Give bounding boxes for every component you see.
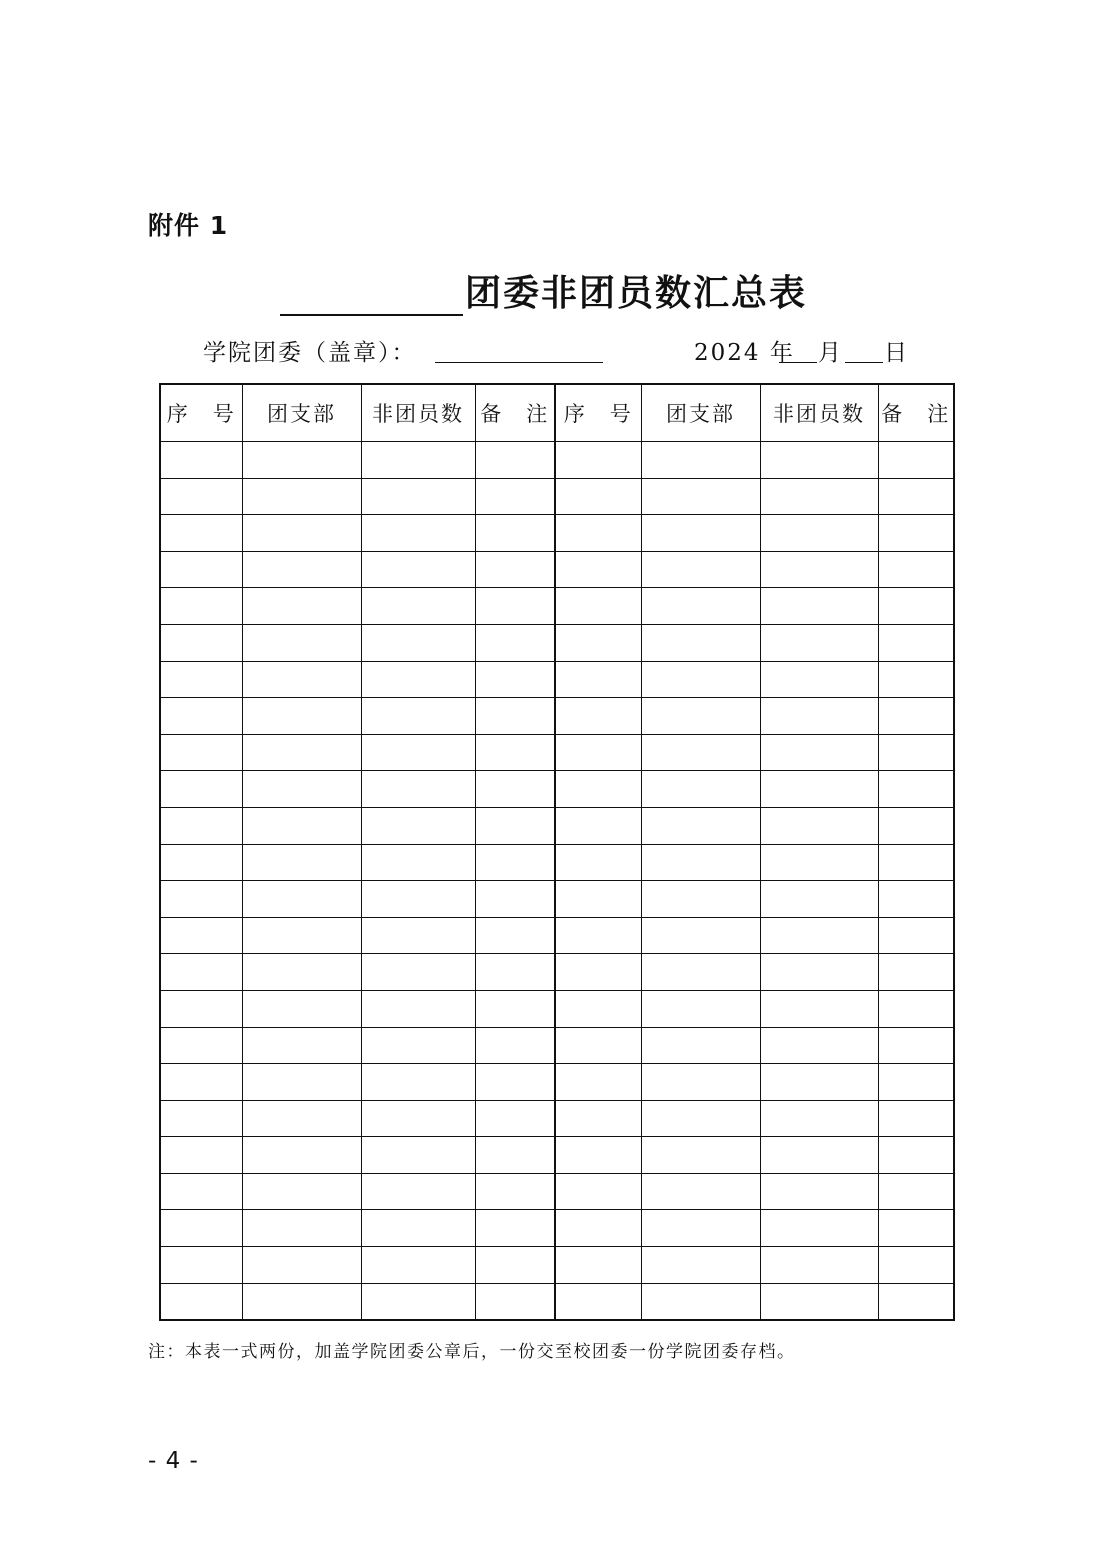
table-cell <box>160 1100 242 1137</box>
table-row <box>160 515 954 552</box>
table-cell <box>641 661 760 698</box>
table-row <box>160 881 954 918</box>
table-cell <box>160 917 242 954</box>
table-cell <box>475 881 555 918</box>
table-cell <box>555 661 641 698</box>
table-cell <box>760 1064 878 1101</box>
table-cell <box>555 515 641 552</box>
date-year: 2024 年 <box>694 340 795 366</box>
table-cell <box>242 734 361 771</box>
table-cell <box>760 844 878 881</box>
table-cell <box>160 807 242 844</box>
table-cell <box>878 1210 954 1247</box>
table-cell <box>641 478 760 515</box>
table-cell <box>160 1173 242 1210</box>
table-cell <box>361 442 475 479</box>
table-cell <box>361 844 475 881</box>
table-cell <box>160 698 242 735</box>
table-cell <box>878 478 954 515</box>
table-cell <box>160 1027 242 1064</box>
table-cell <box>555 698 641 735</box>
table-cell <box>242 588 361 625</box>
table-cell <box>555 551 641 588</box>
table-cell <box>475 624 555 661</box>
table-cell <box>361 1100 475 1137</box>
table-cell <box>242 624 361 661</box>
table-cell <box>242 478 361 515</box>
table-cell <box>361 515 475 552</box>
table-cell <box>641 588 760 625</box>
table-row <box>160 1173 954 1210</box>
table-cell <box>160 771 242 808</box>
table-cell <box>242 844 361 881</box>
table-cell <box>878 1027 954 1064</box>
table-cell <box>160 1283 242 1320</box>
page-title: 团委非团员数汇总表 <box>465 273 808 314</box>
table-cell <box>242 551 361 588</box>
table-cell <box>242 442 361 479</box>
table-cell <box>160 442 242 479</box>
table-cell <box>760 1283 878 1320</box>
table-cell <box>878 1100 954 1137</box>
table-row <box>160 807 954 844</box>
table-cell <box>242 1137 361 1174</box>
header-count-right: 非团员数 <box>760 384 878 442</box>
table-cell <box>555 844 641 881</box>
table-cell <box>242 917 361 954</box>
table-cell <box>641 1210 760 1247</box>
table-cell <box>361 990 475 1027</box>
table-cell <box>878 917 954 954</box>
table-cell <box>160 515 242 552</box>
table-cell <box>475 661 555 698</box>
table-cell <box>641 1064 760 1101</box>
table-cell <box>475 698 555 735</box>
table-cell <box>242 515 361 552</box>
table-cell <box>475 1137 555 1174</box>
table-cell <box>361 1247 475 1284</box>
table-cell <box>361 771 475 808</box>
table-cell <box>475 515 555 552</box>
table-cell <box>242 661 361 698</box>
title-blank-line <box>280 274 463 316</box>
table-cell <box>160 588 242 625</box>
table-cell <box>361 478 475 515</box>
table-cell <box>878 1247 954 1284</box>
table-cell <box>878 515 954 552</box>
table-cell <box>475 1173 555 1210</box>
table-cell <box>641 1137 760 1174</box>
header-seq-right: 序 号 <box>555 384 641 442</box>
table-cell <box>760 1027 878 1064</box>
table-cell <box>760 1173 878 1210</box>
table-cell <box>555 442 641 479</box>
table-cell <box>760 478 878 515</box>
table-cell <box>160 624 242 661</box>
table-header-row <box>160 384 954 442</box>
table-cell <box>242 771 361 808</box>
table-cell <box>641 1173 760 1210</box>
table-cell <box>878 990 954 1027</box>
table-cell <box>878 1137 954 1174</box>
table-cell <box>878 954 954 991</box>
table-cell <box>760 881 878 918</box>
table-cell <box>361 1137 475 1174</box>
table-cell <box>361 1173 475 1210</box>
table-cell <box>242 1210 361 1247</box>
table-row <box>160 1064 954 1101</box>
table-cell <box>641 954 760 991</box>
table-cell <box>641 881 760 918</box>
table-cell <box>475 771 555 808</box>
table-row <box>160 1283 954 1320</box>
table-cell <box>160 1137 242 1174</box>
table-cell <box>475 1100 555 1137</box>
table-cell <box>242 881 361 918</box>
table-cell <box>475 954 555 991</box>
table-cell <box>878 734 954 771</box>
table-cell <box>760 1210 878 1247</box>
table-cell <box>475 734 555 771</box>
table-cell <box>878 844 954 881</box>
table-cell <box>242 1064 361 1101</box>
college-seal-blank <box>435 334 603 363</box>
table-cell <box>475 1210 555 1247</box>
table-cell <box>475 1064 555 1101</box>
table-row <box>160 442 954 479</box>
table-cell <box>760 551 878 588</box>
table-cell <box>242 954 361 991</box>
header-remark-left: 备 注 <box>475 384 555 442</box>
table-cell <box>760 990 878 1027</box>
table-cell <box>878 442 954 479</box>
table-cell <box>555 1210 641 1247</box>
table-row <box>160 588 954 625</box>
table-cell <box>361 1027 475 1064</box>
meta-row <box>0 332 1102 368</box>
table-cell <box>555 1100 641 1137</box>
table-cell <box>760 1100 878 1137</box>
table-cell <box>760 807 878 844</box>
table-row <box>160 844 954 881</box>
table-cell <box>555 1173 641 1210</box>
table-cell <box>641 551 760 588</box>
table-cell <box>361 734 475 771</box>
table-cell <box>760 1137 878 1174</box>
table-cell <box>760 1247 878 1284</box>
date-day-blank <box>845 334 883 363</box>
table-cell <box>878 1064 954 1101</box>
title-row <box>280 264 807 316</box>
attachment-label: 附件 1 <box>148 211 229 240</box>
table-cell <box>641 990 760 1027</box>
table-cell <box>361 588 475 625</box>
table-cell <box>555 990 641 1027</box>
table-row <box>160 771 954 808</box>
table-cell <box>641 771 760 808</box>
table-row <box>160 698 954 735</box>
table-cell <box>641 917 760 954</box>
table-row <box>160 990 954 1027</box>
table-cell <box>242 990 361 1027</box>
table-row <box>160 1247 954 1284</box>
summary-table <box>159 383 955 1321</box>
table-cell <box>555 1027 641 1064</box>
table-cell <box>641 734 760 771</box>
table-cell <box>475 1027 555 1064</box>
table-cell <box>760 624 878 661</box>
table-cell <box>878 661 954 698</box>
header-branch-left: 团支部 <box>242 384 361 442</box>
table-body <box>160 442 954 1321</box>
table-cell <box>641 1027 760 1064</box>
table-cell <box>555 1283 641 1320</box>
table-cell <box>878 807 954 844</box>
table-cell <box>361 1210 475 1247</box>
table-cell <box>160 661 242 698</box>
table-cell <box>475 551 555 588</box>
table-cell <box>555 624 641 661</box>
table-cell <box>555 881 641 918</box>
table-cell <box>242 807 361 844</box>
table-row <box>160 734 954 771</box>
table-cell <box>242 1100 361 1137</box>
table-cell <box>555 954 641 991</box>
table-cell <box>878 771 954 808</box>
table-cell <box>242 1173 361 1210</box>
table-row <box>160 917 954 954</box>
header-remark-right: 备 注 <box>878 384 954 442</box>
table-cell <box>160 1064 242 1101</box>
table-cell <box>475 844 555 881</box>
table-cell <box>361 1283 475 1320</box>
table-cell <box>760 515 878 552</box>
table-row <box>160 624 954 661</box>
table-row <box>160 1210 954 1247</box>
table-cell <box>555 734 641 771</box>
table-cell <box>641 807 760 844</box>
table-cell <box>361 698 475 735</box>
table-cell <box>361 551 475 588</box>
table-cell <box>555 917 641 954</box>
table-cell <box>160 551 242 588</box>
table-cell <box>361 917 475 954</box>
table-cell <box>242 1247 361 1284</box>
table-cell <box>760 661 878 698</box>
footnote: 注：本表一式两份，加盖学院团委公章后，一份交至校团委一份学院团委存档。 <box>148 1342 796 1362</box>
table-cell <box>641 1247 760 1284</box>
table-cell <box>641 624 760 661</box>
table-cell <box>361 807 475 844</box>
table-row <box>160 1027 954 1064</box>
table-cell <box>760 588 878 625</box>
table-cell <box>641 1283 760 1320</box>
table-cell <box>475 442 555 479</box>
table-cell <box>760 442 878 479</box>
table-cell <box>878 881 954 918</box>
table-cell <box>475 478 555 515</box>
table-cell <box>641 844 760 881</box>
table-cell <box>641 1100 760 1137</box>
table-cell <box>160 881 242 918</box>
table-cell <box>361 954 475 991</box>
header-count-left: 非团员数 <box>361 384 475 442</box>
date-month-blank <box>779 334 817 363</box>
table-cell <box>242 698 361 735</box>
table-cell <box>760 698 878 735</box>
table-row <box>160 1100 954 1137</box>
table-cell <box>475 1283 555 1320</box>
table-cell <box>242 1283 361 1320</box>
table-cell <box>641 698 760 735</box>
date-day-label: 日 <box>884 340 909 366</box>
table-cell <box>878 551 954 588</box>
table-cell <box>878 1283 954 1320</box>
table-cell <box>475 588 555 625</box>
table-row <box>160 954 954 991</box>
table-cell <box>160 1247 242 1284</box>
table-cell <box>160 478 242 515</box>
header-seq-left: 序 号 <box>160 384 242 442</box>
table-cell <box>475 917 555 954</box>
table-cell <box>641 442 760 479</box>
table-cell <box>878 624 954 661</box>
table-row <box>160 1137 954 1174</box>
table-cell <box>160 954 242 991</box>
table-cell <box>475 990 555 1027</box>
table-cell <box>475 807 555 844</box>
date-month-label: 月 <box>818 340 843 366</box>
table-cell <box>361 1064 475 1101</box>
table-cell <box>555 771 641 808</box>
college-seal-label: 学院团委（盖章）： <box>203 340 417 366</box>
table-cell <box>242 1027 361 1064</box>
header-branch-right: 团支部 <box>641 384 760 442</box>
table-cell <box>160 990 242 1027</box>
table-cell <box>555 1064 641 1101</box>
table-cell <box>361 881 475 918</box>
table-cell <box>361 661 475 698</box>
table-cell <box>641 515 760 552</box>
table-cell <box>555 1247 641 1284</box>
table-cell <box>555 478 641 515</box>
table-cell <box>160 734 242 771</box>
table-cell <box>555 1137 641 1174</box>
table-cell <box>878 698 954 735</box>
table-cell <box>555 807 641 844</box>
page-number: - 4 - <box>148 1448 199 1474</box>
table-cell <box>361 624 475 661</box>
table-cell <box>878 588 954 625</box>
table-row <box>160 661 954 698</box>
table-cell <box>878 1173 954 1210</box>
table-cell <box>160 1210 242 1247</box>
table-cell <box>555 588 641 625</box>
table-cell <box>760 734 878 771</box>
table-cell <box>760 771 878 808</box>
table-cell <box>160 844 242 881</box>
table-cell <box>760 917 878 954</box>
table-row <box>160 551 954 588</box>
table-cell <box>760 954 878 991</box>
table-cell <box>475 1247 555 1284</box>
table-row <box>160 478 954 515</box>
